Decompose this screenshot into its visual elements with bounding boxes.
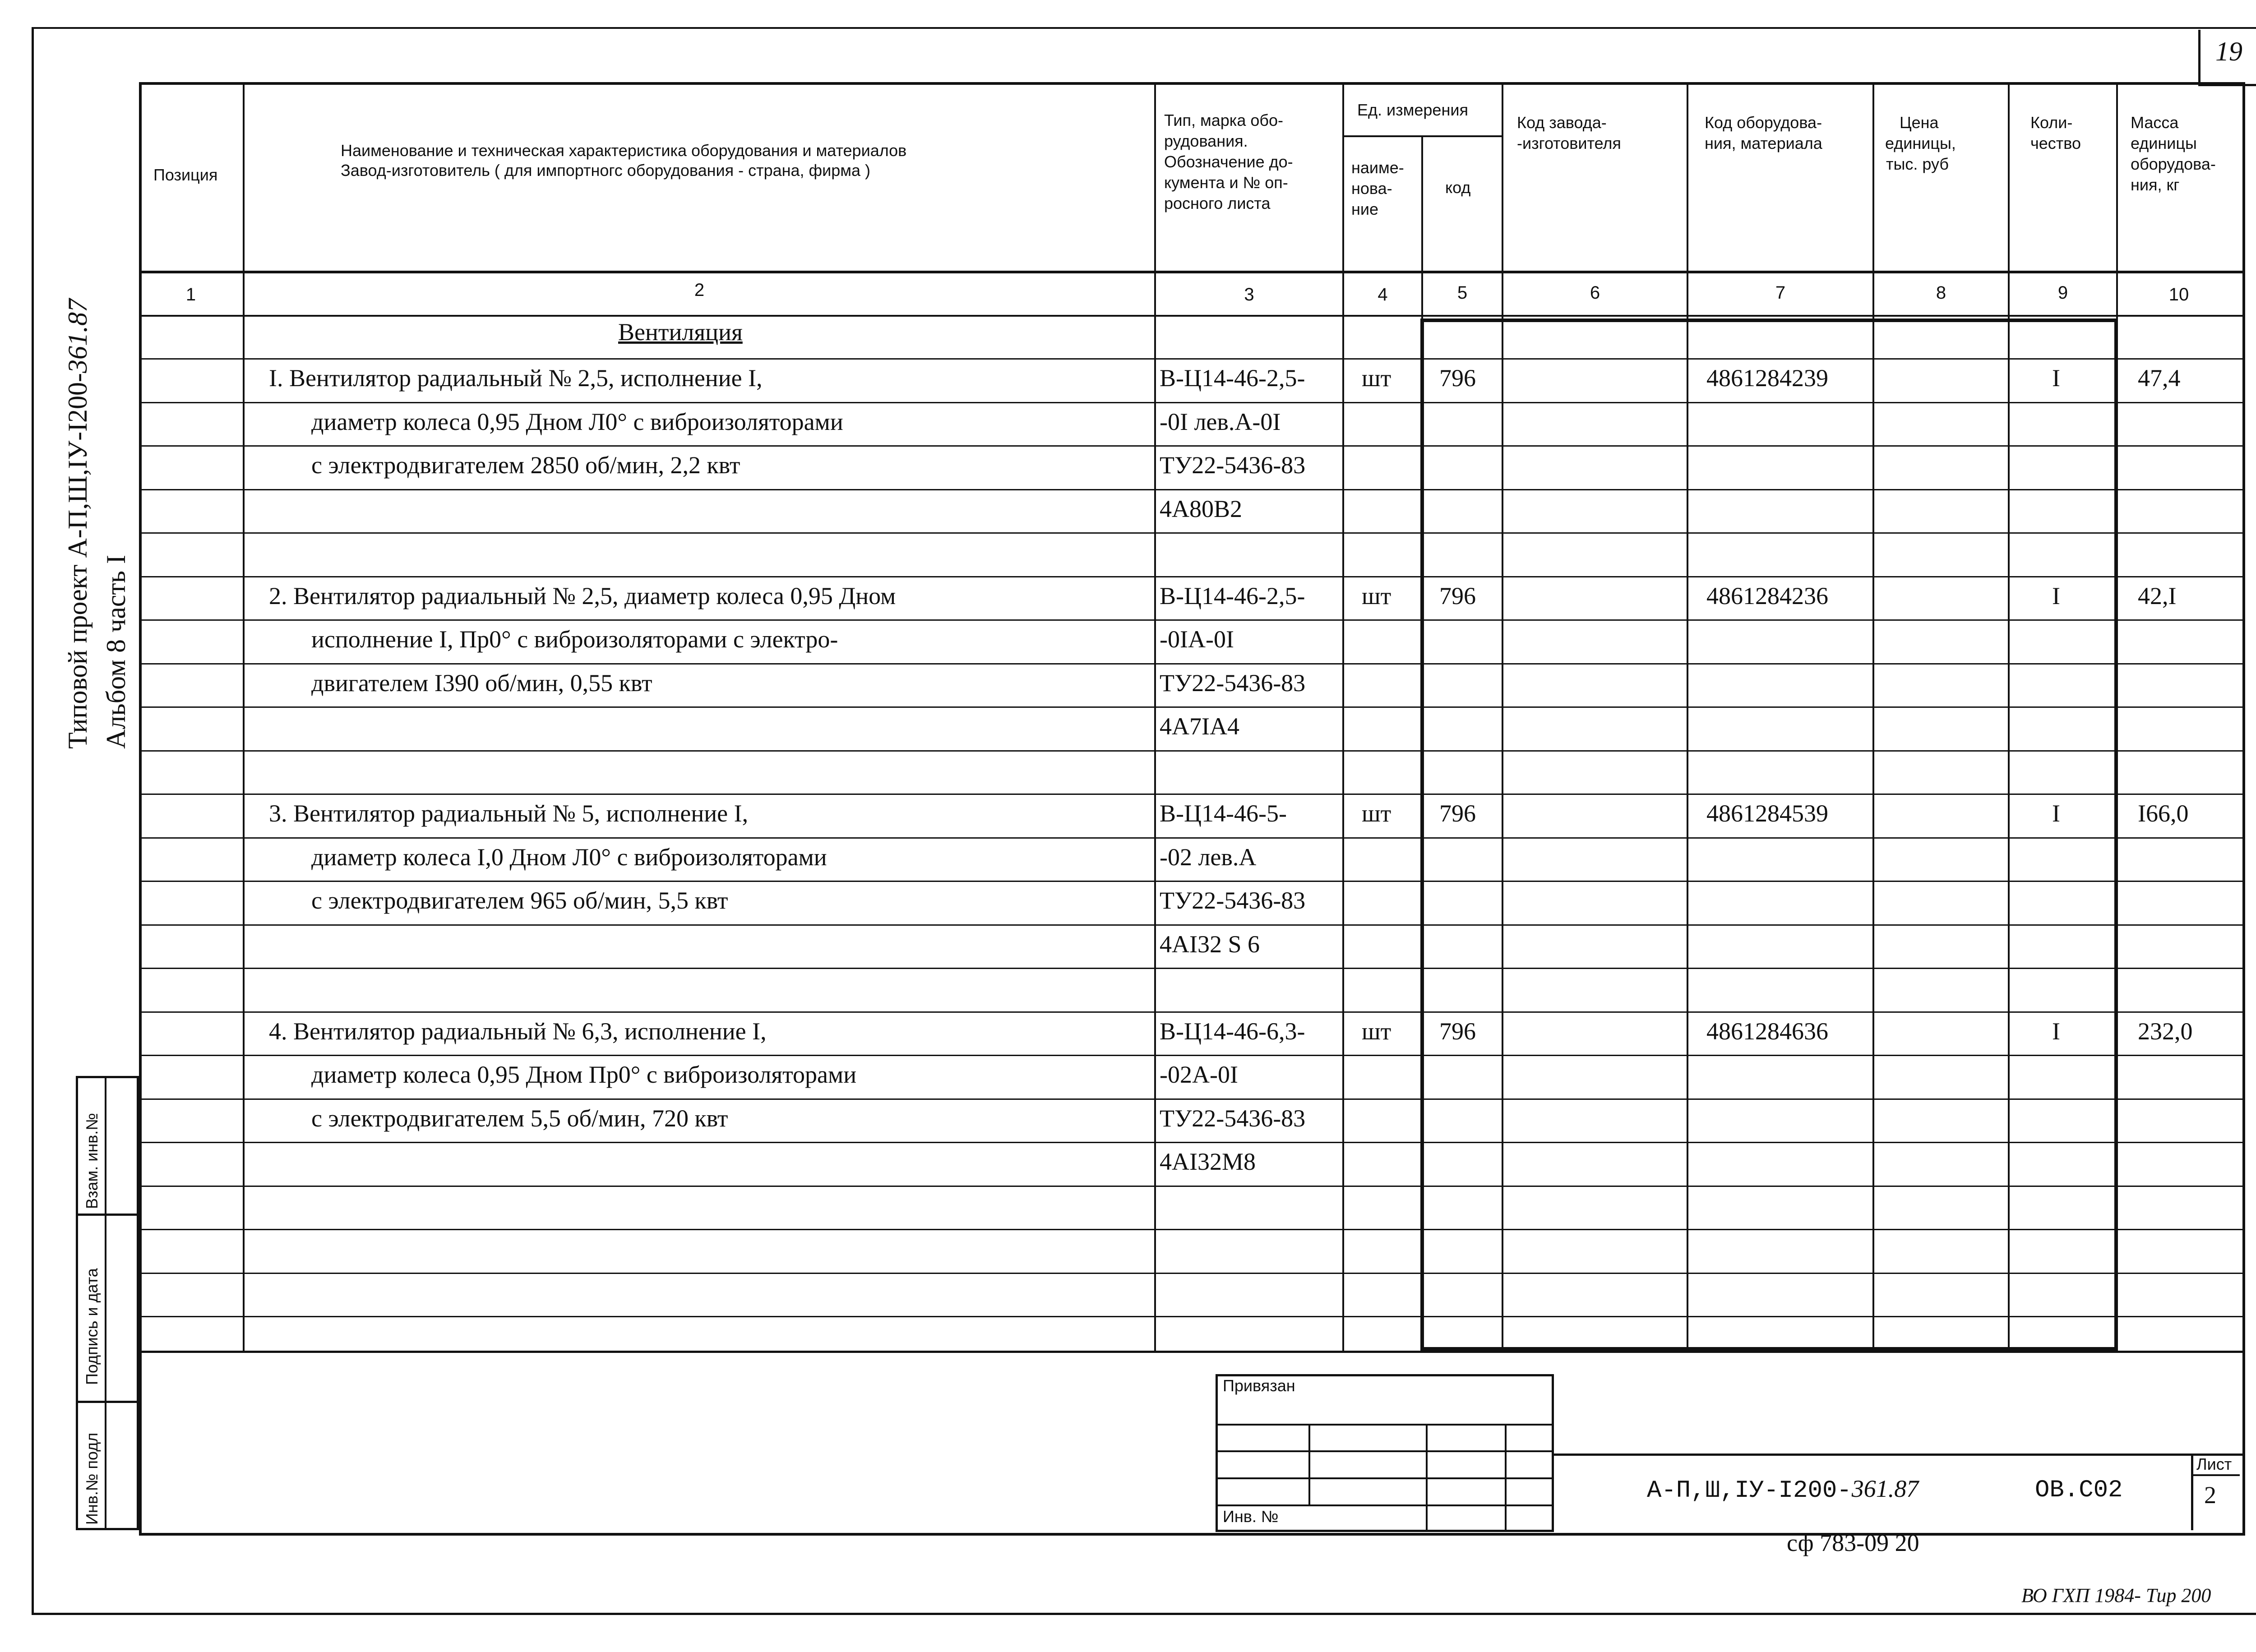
header-equip-code-2: ния, материала — [1705, 134, 1822, 152]
cell-name: двигателем I390 об/мин, 0,55 квт — [311, 669, 652, 697]
cell-mass: 42,I — [2138, 582, 2177, 609]
colnum-5: 5 — [1457, 283, 1468, 303]
stamp-vzam-label: Взам. инв.№ — [83, 1112, 101, 1209]
cell-name: с электродвигателем 2850 об/мин, 2,2 квт — [311, 452, 740, 479]
cell-type: ТУ22-5436-83 — [1160, 1104, 1306, 1132]
row-separator — [139, 402, 2242, 403]
cell-unit: шт — [1362, 582, 1392, 609]
row-separator — [139, 837, 2242, 839]
header-price-2: единицы, — [1885, 134, 1956, 152]
header-factory-code-2: -изготовителя — [1517, 134, 1621, 152]
cell-mass: 47,4 — [2138, 365, 2181, 392]
header-qty-1: Коли- — [2030, 113, 2073, 132]
side-title-line1 — [63, 299, 92, 749]
row-separator — [139, 1055, 2242, 1056]
cell-name: диаметр колеса 0,95 Дном Л0° с виброизоляторами — [311, 408, 843, 435]
colnum-8: 8 — [1936, 283, 1946, 303]
table-body-bottom — [139, 1351, 2242, 1353]
row-separator — [139, 924, 2242, 926]
archive-number: сф 783-09 20 — [1787, 1529, 1919, 1556]
stamp-vline — [1505, 1424, 1507, 1530]
cell-qty: I — [2052, 1017, 2060, 1045]
header-type-line4: кумента и № оп- — [1164, 173, 1288, 192]
list-label: Лист — [2196, 1455, 2232, 1473]
row-separator — [139, 663, 2242, 664]
header-factory-code-1: Код завода- — [1517, 113, 1607, 132]
colnum-7: 7 — [1775, 283, 1786, 303]
cell-type: В-Ц14-46-6,3- — [1160, 1017, 1305, 1045]
header-unit-name-1: наиме- — [1351, 158, 1404, 177]
privyazan-label: Привязан — [1223, 1376, 1295, 1395]
cell-equip-code: 4861284539 — [1706, 800, 1828, 827]
side-title-line2: Альбом 8 часть I — [101, 555, 131, 749]
section-title: Вентиляция — [618, 318, 743, 346]
unit-subheader-line — [1342, 135, 1502, 137]
header-bottom-line — [139, 271, 2242, 273]
cell-type: 4АI32 S 6 — [1160, 930, 1260, 958]
doc-code-text: А-П,Ш,IУ-I200- — [1647, 1477, 1852, 1504]
cell-unit: шт — [1362, 800, 1392, 827]
row-separator — [139, 1186, 2242, 1187]
cell-code: 796 — [1439, 800, 1476, 827]
cell-type: 4А80В2 — [1160, 495, 1243, 522]
header-qty-2: чество — [2030, 134, 2081, 152]
header-unit-code: код — [1445, 178, 1471, 197]
colnum-1: 1 — [185, 285, 196, 305]
row-separator — [139, 619, 2242, 621]
cell-name: диаметр колеса I,0 Дном Л0° с виброизоляторами — [311, 843, 827, 871]
cell-equip-code: 4861284636 — [1706, 1017, 1828, 1045]
header-type-line5: росного листа — [1164, 194, 1271, 212]
stamp-inv-label: Инв.№ подл — [83, 1432, 101, 1525]
cell-qty: I — [2052, 582, 2060, 609]
cell-name: с электродвигателем 5,5 об/мин, 720 квт — [311, 1104, 728, 1132]
doc-code-handwritten: 361.87 — [1851, 1475, 1919, 1502]
side-title-handwritten: 361.87 — [63, 298, 92, 373]
doc-mark: ОВ.С02 — [2035, 1477, 2123, 1504]
side-stamp-divider — [76, 1214, 139, 1216]
corner-note: ВО ГХП 1984- Тир 200 — [2021, 1584, 2211, 1606]
cell-type: 4АI32М8 — [1160, 1148, 1256, 1175]
row-separator — [139, 489, 2242, 490]
cell-type: В-Ц14-46-2,5- — [1160, 582, 1305, 609]
title-block-top — [1552, 1454, 2242, 1456]
row-separator — [139, 576, 2242, 577]
colnum-6: 6 — [1590, 283, 1600, 303]
row-separator — [139, 881, 2242, 882]
cell-type: В-Ц14-46-5- — [1160, 800, 1287, 827]
stamp-hline — [1216, 1424, 1554, 1426]
row-separator — [139, 750, 2242, 752]
header-type-line1: Тип, марка обо- — [1164, 111, 1284, 129]
row-separator — [139, 1316, 2242, 1317]
side-stamp-divider — [76, 1401, 139, 1403]
header-unit-name-3: ние — [1351, 200, 1379, 218]
row-separator — [139, 794, 2242, 795]
colnum-bottom-line — [139, 315, 2242, 317]
side-title-text: Типовой проект А-П,Ш,IУ-I200- — [63, 373, 92, 749]
bold-block-frame — [1420, 318, 2118, 1351]
cell-type: В-Ц14-46-2,5- — [1160, 365, 1305, 392]
cell-type: ТУ22-5436-83 — [1160, 452, 1306, 479]
header-type-line3: Обозначение до- — [1164, 152, 1293, 171]
list-box-top — [2191, 1474, 2240, 1476]
colnum-2: 2 — [694, 280, 705, 300]
header-mass-1: Масса — [2131, 113, 2179, 132]
inv-no-label: Инв. № — [1223, 1507, 1279, 1526]
row-separator — [139, 706, 2242, 708]
cell-code: 796 — [1439, 365, 1476, 392]
header-position: Позиция — [153, 166, 218, 184]
cell-equip-code: 4861284236 — [1706, 582, 1828, 609]
cell-type: 4А7IА4 — [1160, 713, 1239, 740]
stamp-hline — [1216, 1477, 1554, 1479]
page-number: 19 — [2215, 37, 2242, 66]
cell-unit: шт — [1362, 365, 1392, 392]
row-separator — [139, 1011, 2242, 1013]
header-name-line2: Завод-изготовитель ( для импортногс оборудования - страна, фирма ) — [341, 161, 871, 180]
header-mass-2: единицы — [2131, 134, 2197, 152]
stamp-vline — [1426, 1424, 1428, 1530]
cell-type: -02А-0I — [1160, 1061, 1238, 1088]
title-block-list-divider — [2191, 1454, 2193, 1530]
cell-name: 2. Вентилятор радиальный № 2,5, диаметр колеса 0,95 Дном — [269, 582, 896, 609]
cell-mass: I66,0 — [2138, 800, 2189, 827]
cell-name: диаметр колеса 0,95 Дном Пр0° с виброизоляторами — [311, 1061, 857, 1088]
cell-type: ТУ22-5436-83 — [1160, 669, 1306, 697]
header-name-line1: Наименование и техническая характеристика оборудования и материалов — [341, 141, 907, 160]
header-unit-name-2: нова- — [1351, 179, 1392, 198]
stamp-podpis-label: Подпись и дата — [83, 1268, 101, 1385]
row-separator — [139, 1229, 2242, 1230]
row-separator — [139, 1098, 2242, 1100]
cell-name: исполнение I, Пр0° с виброизоляторами с электро- — [311, 626, 838, 653]
cell-type: ТУ22-5436-83 — [1160, 887, 1306, 914]
cell-type: -0IА-0I — [1160, 626, 1234, 653]
row-separator — [139, 1273, 2242, 1274]
cell-name: I. Вентилятор радиальный № 2,5, исполнение I, — [269, 365, 763, 392]
colnum-10: 10 — [2168, 285, 2189, 305]
list-value: 2 — [2204, 1481, 2216, 1509]
header-price-1: Цена — [1900, 113, 1939, 132]
cell-mass: 232,0 — [2138, 1017, 2193, 1045]
stamp-vline — [1308, 1424, 1310, 1505]
doc-code — [1647, 1474, 1919, 1505]
header-price-3: тыс. руб — [1886, 155, 1949, 173]
colnum-3: 3 — [1244, 285, 1254, 305]
cell-name: 4. Вентилятор радиальный № 6,3, исполнение I, — [269, 1017, 767, 1045]
cell-code: 796 — [1439, 1017, 1476, 1045]
side-stamp-inner — [105, 1076, 106, 1530]
row-separator — [139, 968, 2242, 969]
cell-name: с электродвигателем 965 об/мин, 5,5 квт — [311, 887, 728, 914]
header-mass-4: ния, кг — [2131, 175, 2180, 194]
cell-qty: I — [2052, 800, 2060, 827]
row-separator — [139, 1142, 2242, 1143]
colnum-9: 9 — [2057, 283, 2068, 303]
cell-name: 3. Вентилятор радиальный № 5, исполнение I, — [269, 800, 749, 827]
sheet-top-edge — [32, 27, 2256, 29]
cell-type: -02 лев.А — [1160, 843, 1257, 871]
cell-equip-code: 4861284239 — [1706, 365, 1828, 392]
row-separator — [139, 358, 2242, 360]
header-equip-code-1: Код оборудова- — [1705, 113, 1822, 132]
header-type-line2: рудования. — [1164, 132, 1248, 150]
cell-type: -0I лев.А-0I — [1160, 408, 1281, 435]
cell-unit: шт — [1362, 1017, 1392, 1045]
colnum-4: 4 — [1378, 285, 1388, 305]
row-separator — [139, 532, 2242, 534]
cell-code: 796 — [1439, 582, 1476, 609]
header-mass-3: оборудова- — [2131, 155, 2216, 173]
header-unit-top: Ед. измерения — [1357, 101, 1468, 119]
stamp-hline — [1216, 1450, 1554, 1452]
cell-qty: I — [2052, 365, 2060, 392]
row-separator — [139, 445, 2242, 447]
stamp-hline — [1216, 1504, 1554, 1506]
